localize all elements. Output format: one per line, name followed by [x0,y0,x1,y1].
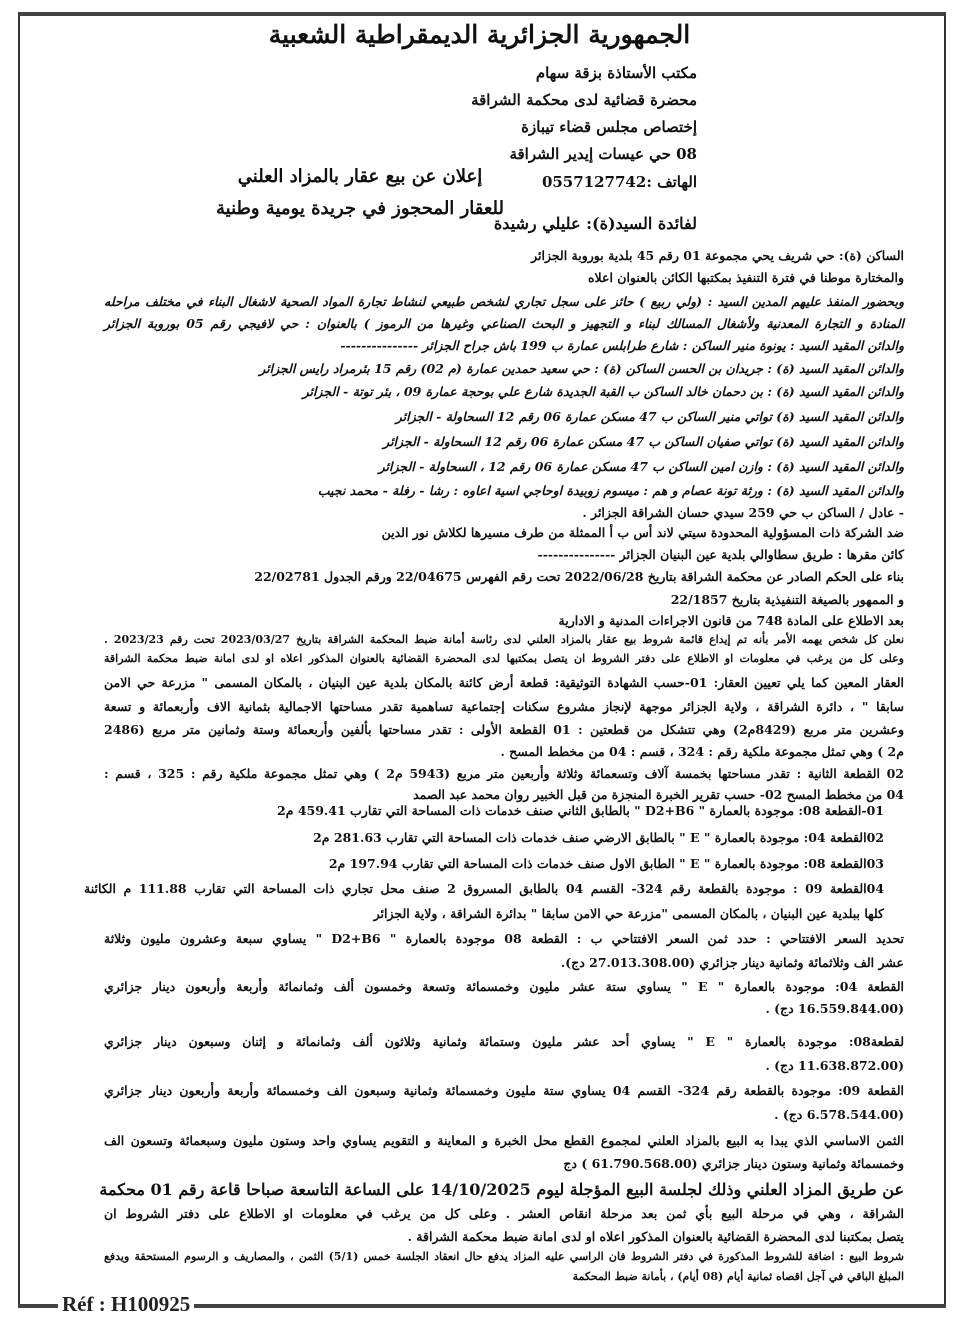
body-line: وعلى كل من يرغب في معلومات او الاطلاع على دفتر الشروط ان يتصل بمكتبها لدى المحضرة القضائية بالعنوان المذكور اعلاه او لدى امانة ضبط محكمة الشراقة [104,652,904,665]
body-line: القطعة 09: موجودة بالقطعة رقم 324- القسم 04 يساوي ستة مليون وخمسمائة وثمانية وسبعون الف وخمسمائة وأربعة وأربعون دينار جزائري [104,1083,904,1098]
body-line: والدائن المقيد السيد (ة) : ورثة تونة عصام و هم : ميسوم زوبيدة اوحاجي اسية اعاوه : رشا - رفلة - محمد نجيب [317,483,904,498]
body-line: الثمن الاساسي الذي يبدا به البيع بالمزاد العلني لمجموع القطع محل الخبرة و المعاينة و التقويم يساوي واحد وستون مليون وسبعمائة وتسعون الف [104,1133,904,1148]
body-line: والدائن المقيد السيد (ة) : جريدان بن الحسن الساكن (ة) : حي سعيد حمدين عمارة (م 02) رقم 15 بئرمراد رايس الجزائر [259,361,904,376]
body-line: الساكن (ة): حي شريف يحي مجموعة 01 رقم 45 بلدية بوروبة الجزائر [531,248,904,263]
body-line: والدائن المقيد السيد (ة) تواتي منير الساكن ب 47 مسكن عمارة 06 رقم 12 السحاولة - الجزائر [395,409,904,424]
body-line: العقار المعين كما يلي تعيين العقار: 01-حسب الشهادة التوثيقية: قطعة أرض كائنة بالمكان بلدية عين البنيان ، بالمكان المسمى " مزرعة حي الامن [104,675,904,690]
body-line: 02القطعة 04: موجودة بالعمارة " E " بالطابق الارضي صنف خدمات ذات المساحة التي تقارب 281.63 م2 [313,830,884,845]
body-line: والدائن المقيد السيد (ة) تواتي صفيان الساكن ب 47 مسكن عمارة 06 رقم 12 السحاولة - الجزائر [383,434,904,449]
announcement-subtitle: للعقار المحجوز في جريدة يومية وطنية [216,198,504,219]
body-line: - عادل / الساكن ب حي 259 سيدي حسان الشراقة الجزائر . [582,505,904,520]
body-line: (16.559.844.00 دج) . [765,1001,904,1016]
body-line: لقطعة08: موجودة بالعمارة " E " يساوي أحد عشر مليون وستمائة وثمانية وثلاثون ألف وثمانمائة و إثنان وسبعون دينار جزائري [104,1034,905,1049]
office-role: محضرة قضائية لدى محكمة الشراقة [471,91,697,109]
body-line: تحديد السعر الافتتاحي : حدد ثمن السعر الافتتاحي ب : القطعة 08 موجودة بالعمارة " D2+B6 " يساوي سبعة وعشرون مليون وثلاثة [104,931,904,946]
body-line: 03القطعة 08: موجودة بالعمارة " E " الطابق الاول صنف خدمات ذات المساحة التي تقارب 197.94 م2 [328,856,884,871]
border-bottom-left [18,1304,58,1308]
office-phone: الهاتف :0557127742 [541,173,697,191]
body-line: وخمسمائة وثمانية وستون دينار جزائري (61.790.568.00 ) دج [563,1156,904,1171]
body-line: والدائن المقيد السيد (ة) : وازن امين الساكن ب 47 مسكن عمارة 06 رقم 12 ، السحاولة - الجزائر [378,459,904,474]
body-line: والمختارة موطنا في فترة التنفيذ بمكتبها الكائن بالعنوان اعلاه [587,270,904,285]
office-jurisdiction: إختصاص مجلس قضاء تيبازة [521,118,697,136]
body-line: المنادة و التجارة المعدنية ولأشغال المسالك لبناء و التجهيز و البحث الصناعي وغيرها من الرموز ) بالعنوان : حي لافيجي رقم 05 بوروبة الجزائر [104,316,904,331]
body-line: نعلن كل شخص يهمه الأمر بأنه تم إيداع قائمة شروط بيع عقار بالمزاد العلني لدى رئاسة أمانة ضبط المحكمة الشراقة بتاريخ 2023/03/27 تحت رقم 2023/23 . [104,633,905,646]
body-line: بناء على الحكم الصادر عن محكمة الشراقة بتاريخ 2022/06/28 تحت رقم الفهرس 22/04675 ورقم الجدول 22/02781 [254,569,904,584]
office-address: 08 حي عيسات إيدير الشراقة [509,145,697,163]
body-line: ضد الشركة ذات المسؤولية المحدودة سيتي لاند أس ب أ الممثلة من طرف مسيرها لكلاش نور الدين [381,525,904,540]
body-line: يتصل بمكتبنا لدى المحضرة القضائية بالعنوان المذكور اعلاه او لدى امانة ضبط محكمة الشراقة . [407,1229,904,1244]
body-line: شروط البيع : اضافة للشروط المذكورة في دفتر الشروط فان الراسي عليه المزاد يدفع حال انعقاد الجلسة خمس (5/1) الثمن ، والمصاريف و الرسوم المستحقة ويدفع [104,1250,904,1263]
body-line: 04القطعة 09 : موجودة بالقطعة رقم 324- القسم 04 بالطابق المسروق 2 صنف محل تجاري ذات المساحة التي تقارب 111.88 م الكائنة [84,881,885,896]
body-line: عن طريق المزاد العلني وذلك لجلسة البيع المؤجلة ليوم 14/10/2025 على الساعة التاسعة صباحا قاعة رقم 01 محكمة [99,1180,904,1199]
body-line: وعشرين متر مربع (8429م2) وهي تتشكل من قطعتين : 01 القطعة الأولى : تقدر مساحتها بألفين وأربعمائة وستة وثمانين متر مربع (2486 [104,722,904,737]
body-line: الشراقة ، وهي في مرحلة البيع بأي ثمن بعد مرحلة انقاص العشر . وعلى كل من يرغب في معلومات او الاطلاع على دفتر الشروط ان [104,1206,904,1221]
body-line: وبحضور المنفذ عليهم المدين السيد : (ولي ربيع ) حائز على سجل تجاري لشخص طبيعي لنشاط تجارة المواد الصحية لاشغال البناء في مختلف مراحله [104,294,904,309]
body-line: (11.638.872.00 دج) . [765,1058,904,1073]
body-line: المبلغ الباقي في آجل اقصاه ثمانية أيام (08 أيام) ، بأمانة ضبط المحكمة [572,1270,904,1283]
body-line: 01-القطعة 08: موجودة بالعمارة " D2+B6 " بالطابق الثاني صنف خدمات ذات المساحة التي تقارب 459.41 م2 [277,803,884,818]
body-line: والدائن المقيد السيد (ة) : بن دحمان خالد الساكن ب القبة الجديدة شارع علي بوحجة عمارة 09 ، بئر توتة - الجزائر [302,384,904,399]
border-bottom-right [190,1304,946,1308]
body-line: (6.578.544.00 دج) . [774,1107,904,1122]
beneficiary: لفائدة السيد(ة): عليلي رشيدة [493,214,697,233]
office-name: مكتب الأستاذة بزقة سهام [535,64,697,82]
announcement-title: إعلان عن بيع عقار بالمزاد العلني [237,166,483,187]
body-line: كلها ببلدية عين البنيان ، بالمكان المسمى "مزرعة حي الامن سابقا " بدائرة الشراقة ، ولاية الجزائر [373,906,884,921]
body-line: بعد الاطلاع على المادة 748 من قانون الاجراءات المدنية و الادارية [558,613,904,628]
body-line: عشر الف وثلاثمائة وثمانية دينار جزائري (27.013.308.00 دج). [560,955,904,970]
body-line: كائن مقرها : طريق سطاوالي بلدية عين البنيان الجزائر --------------- [537,547,904,562]
body-line: والدائن المقيد السيد : يونوة منير الساكن : شارع طرابلس عمارة ب 199 باش جراح الجزائر --------------- [340,338,904,353]
document-title: الجمهورية الجزائرية الديمقراطية الشعبية [268,20,691,49]
body-line: 04 من مخطط المسح 02- حسب تقرير الخبرة المنجزة من قبل الخبير روان محمد عبد الصمد [413,787,904,802]
reference-number: Réf : H100925 [58,1292,194,1317]
body-line: سابقا " ، دائرة الشراقة ، ولاية الجزائر موجهة لإنجاز مشروع سكنات إجتماعية تساهمية تقدر مساحتها الاجمالية بثمانية الاف وأربعمائة و تسعة [104,699,904,714]
body-line: م2 ) وهي تمثل مجموعة ملكية رقم : 324 ، قسم : 04 من مخطط المسح . [500,744,904,759]
body-line: 02 القطعة الثانية : تقدر مساحتها بخمسة آلاف وتسعمائة وثلاثة وأربعين متر مربع (5943 م2 ) وهي تمثل مجموعة ملكية رقم : 325 ، قسم : [104,766,905,781]
body-line: القطعة 04: موجودة بالعمارة " E " يساوي ستة عشر مليون وخمسمائة وتسعة وخمسون ألف وثمانمائة وأربعة وأربعون دينار جزائري [104,979,904,994]
body-line: و الممهور بالصيغة التنفيذية بتاريخ 22/1857 [670,592,904,607]
